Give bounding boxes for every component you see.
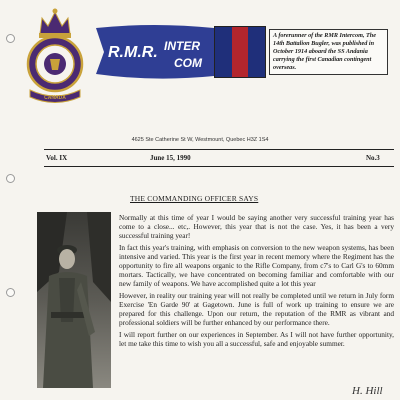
article-paragraph: However, in reality our training year will not really be completed until we return in July form Exercise 'En Garde 90' at Gagetown. June is full of work up training to ensure we are prepared for this challenge. Upon our return, the reputation of the RMR as vibrant and professional soldiers will be further enhanced by our performance there. xyxy=(119,291,394,327)
binder-hole xyxy=(6,34,15,43)
article-paragraph: Normally at this time of year I would be saying another very successful training year has come to a close... etc,. However, this year that is not the case. Yes, it has been a very successful training year! xyxy=(119,213,394,240)
volume-label: Vol. IX xyxy=(46,154,68,162)
article-body xyxy=(119,213,394,351)
binder-hole xyxy=(6,288,15,297)
article-headline: THE COMMANDING OFFICER SAYS xyxy=(130,194,259,203)
issue-date: June 15, 1990 xyxy=(150,154,191,162)
masthead-rule-bottom xyxy=(44,166,394,167)
banner-title-inter: INTER xyxy=(164,39,200,53)
binder-hole xyxy=(6,174,15,183)
regimental-crest xyxy=(22,4,88,104)
article-paragraph: I will report further on our experiences in September. As I will not have further opportunity, let me take this time to wish you all a successful, safe and enjoyable summer. xyxy=(119,330,394,348)
article-paragraph: In fact this year's training, with emphasis on conversion to the new weapon systems, has been intensive and varied. This year is the first year in recent memory where the Regiment has the opportunity to fire all weapons organic to the Rifle Company, from c7's to Carl G's to 60mm mortars. Tactically, we have concentrated on becoming familiar and comfortable with our new family of weapons. We have accomplished quite a lot this year xyxy=(119,243,394,288)
history-info-box: A forerunner of the RMR Intercom, The 14th Battalion Bugler, was published in October 1914 aboard the SS Andania carrying the first Canadian contingent overseas. xyxy=(269,29,388,75)
mailing-address: 4625 Ste Catherine St W, Westmount, Quebec H3Z 1S4 xyxy=(131,137,269,143)
banner-title-com: COM xyxy=(174,56,202,70)
crest-scroll-text: CANADA xyxy=(44,95,66,101)
co-signature: H. Hill xyxy=(352,385,383,397)
masthead-rule-top xyxy=(44,149,394,150)
commanding-officer-photo xyxy=(37,212,111,388)
banner-title-rmr: R.M.R. xyxy=(108,44,158,61)
regimental-flag xyxy=(214,26,266,78)
issue-number: No.3 xyxy=(366,154,380,162)
